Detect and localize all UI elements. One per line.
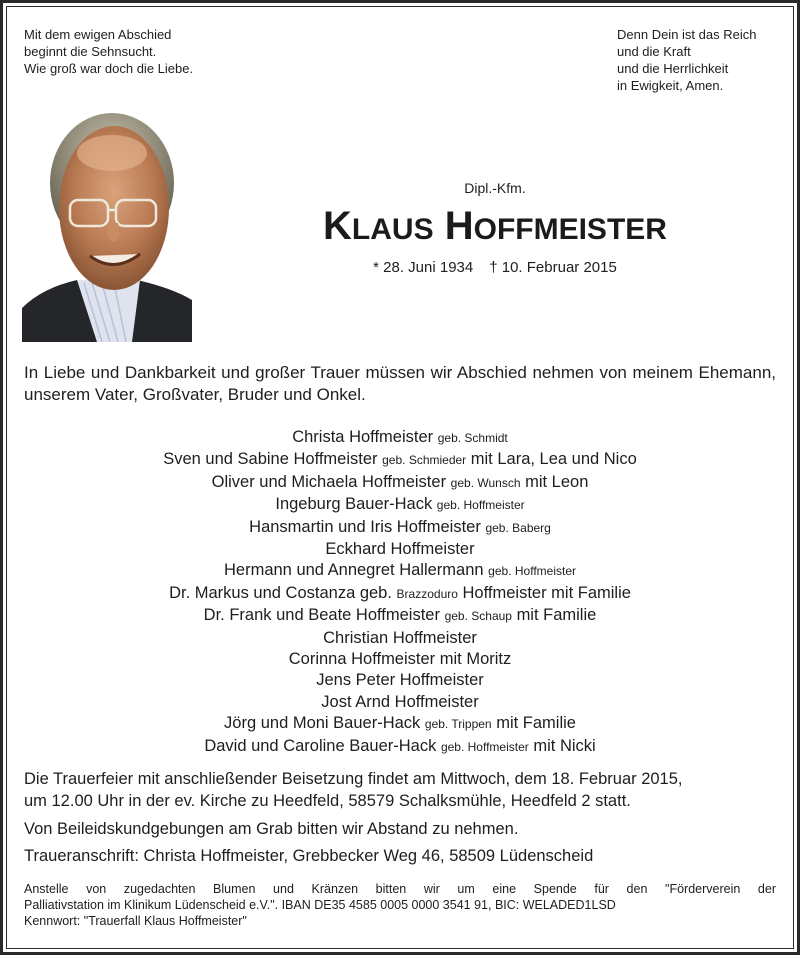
intro-text: In Liebe und Dankbarkeit und großer Trauer müssen wir Abschied nehmen von meinem Ehemann, unserem Vater, Großvater, Bruder und Onkel. — [24, 363, 776, 404]
maiden-name: geb. Baberg — [485, 520, 551, 535]
verse-right-line: und die Kraft — [617, 44, 691, 59]
verse-right-line: in Ewigkeit, Amen. — [617, 78, 724, 93]
maiden-name: geb. Hoffmeister — [440, 739, 529, 754]
mourner-name: David und Caroline Bauer-Hack — [204, 736, 437, 755]
donation-note — [24, 881, 776, 929]
mourner-name: Corinna Hoffmeister mit Moritz — [288, 650, 512, 669]
mourner-suffix: Hoffmeister mit Familie — [462, 583, 631, 602]
mourning-address: Traueranschrift: Christa Hoffmeister, Grebbecker Weg 46, 58509 Lüdenscheid — [24, 847, 594, 865]
mourner-row — [24, 494, 776, 516]
mourner-row — [24, 736, 776, 758]
mourner-name: Christian Hoffmeister — [323, 628, 477, 647]
mourner-suffix: mit Familie — [516, 606, 597, 625]
verse-right — [617, 26, 756, 94]
mourner-row — [24, 605, 776, 627]
service-info — [24, 768, 784, 812]
mourner-name: Eckhard Hoffmeister — [325, 540, 475, 559]
life-dates — [240, 259, 750, 276]
mourner-row — [24, 692, 776, 713]
donation-line: Kennwort: "Trauerfall Klaus Hoffmeister" — [24, 914, 247, 928]
service-line: um 12.00 Uhr in der ev. Kirche zu Heedfeld, 58579 Schalksmühle, Heedfeld 2 statt. — [24, 792, 631, 810]
mourner-suffix: mit Familie — [496, 714, 576, 733]
maiden-name: geb. Schmidt — [437, 431, 508, 445]
condolence-note: Von Beileidskundgebungen am Grab bitten wir Abstand zu nehmen. — [24, 820, 519, 838]
service-line: Die Trauerfeier mit anschließender Beisetzung findet am Mittwoch, dem 18. Februar 2015, — [24, 770, 683, 788]
mourner-name: Sven und Sabine Hoffmeister — [163, 450, 378, 469]
portrait-illustration — [22, 108, 192, 342]
birth-date: * 28. Juni 1934 — [373, 259, 474, 276]
mourner-row — [24, 427, 776, 449]
mourner-name: Dr. Frank und Beate Hoffmeister — [203, 606, 440, 625]
mourner-row — [24, 670, 776, 691]
mourner-row — [24, 649, 776, 670]
mourner-row — [24, 472, 776, 494]
verse-left-line: beginnt die Sehnsucht. — [24, 44, 157, 59]
maiden-name: geb. Hoffmeister — [436, 498, 525, 513]
portrait-photo — [22, 108, 192, 342]
mourner-suffix: mit Lara, Lea und Nico — [470, 450, 637, 469]
mourner-name: Hermann und Annegret Hallermann — [224, 561, 484, 580]
donation-line: Palliativstation im Klinikum Lüdenscheid e.V.". IBAN DE35 4585 0005 0000 3541 91, BIC: WELADED1LSD — [24, 898, 616, 912]
death-date: † 10. Februar 2015 — [489, 259, 617, 276]
first-initial: K — [323, 204, 352, 248]
mourner-row — [24, 517, 776, 539]
last-name-rest: OFFMEISTER — [473, 213, 667, 246]
mourner-row — [24, 713, 776, 735]
mourner-row — [24, 628, 776, 649]
maiden-name: geb. Wunsch — [450, 475, 521, 490]
mourner-row — [24, 560, 776, 582]
verse-left — [24, 26, 193, 77]
verse-left-line: Mit dem ewigen Abschied — [24, 27, 172, 42]
last-initial: H — [444, 204, 474, 248]
mourner-name: Dr. Markus und Costanza geb. — [169, 583, 392, 602]
maiden-name: geb. Hoffmeister — [488, 564, 576, 579]
verse-left-line: Wie groß war doch die Liebe. — [24, 61, 194, 76]
mourner-name: Hansmartin und Iris Hoffmeister — [249, 517, 481, 536]
verse-right-line: und die Herrlichkeit — [617, 61, 729, 76]
donation-line: Anstelle von zugedachten Blumen und Kränzen bitten wir um eine Spende für den "Förderverein der — [24, 882, 776, 896]
deceased-name — [200, 200, 790, 256]
mourner-name: Jost Arnd Hoffmeister — [321, 692, 479, 711]
mourner-name: Jörg und Moni Bauer-Hack — [224, 714, 421, 733]
maiden-name: geb. Schaup — [444, 609, 512, 624]
deceased-title: Dipl.-Kfm. — [464, 180, 526, 196]
mourner-row — [24, 539, 776, 560]
mourner-name: Christa Hoffmeister — [292, 428, 434, 446]
maiden-name: geb. Schmieder — [382, 453, 467, 468]
maiden-name: geb. Trippen — [424, 717, 492, 732]
mourners-list — [24, 427, 776, 758]
verse-right-line: Denn Dein ist das Reich — [617, 27, 757, 42]
mourner-row — [24, 583, 776, 605]
mourner-suffix: mit Leon — [525, 472, 589, 491]
maiden-name: Brazzoduro — [396, 586, 458, 601]
mourner-suffix: mit Nicki — [533, 736, 596, 755]
mourner-name: Oliver und Michaela Hoffmeister — [211, 472, 447, 491]
mourner-name: Jens Peter Hoffmeister — [316, 671, 484, 690]
mourner-name: Ingeburg Bauer-Hack — [275, 495, 433, 514]
mourner-row — [24, 449, 776, 471]
first-name-rest: LAUS — [351, 213, 434, 246]
